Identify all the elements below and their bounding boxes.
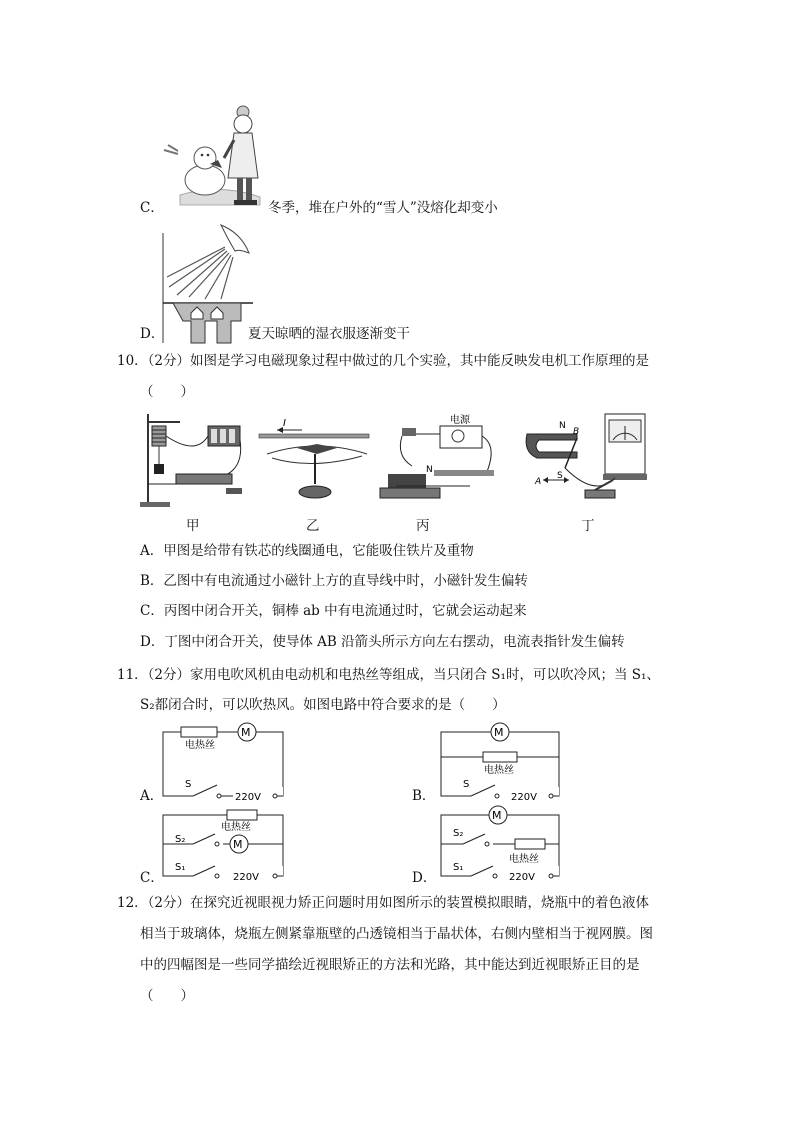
- fig-ding-pole-s: S: [557, 471, 563, 481]
- circuit-b-heater: 电热丝: [484, 765, 514, 776]
- circuit-a-heater: 电热丝: [185, 740, 215, 751]
- q10-option-c: C．丙图中闭合开关，铜棒 ab 中有电流通过时，它就会运动起来: [140, 603, 527, 619]
- circuit-d-voltage: 220V: [509, 872, 535, 883]
- circuit-b: [441, 721, 563, 801]
- fig-yi-oersted: [257, 414, 372, 504]
- circuit-c-heater: 电热丝: [221, 822, 251, 833]
- circuit-d-switch-s1: S₁: [453, 862, 464, 873]
- circuit-b-motor: M: [494, 726, 504, 739]
- snowman-figure: [160, 100, 270, 215]
- circuit-a: [163, 721, 288, 801]
- q12-stem-line4: （ ）: [140, 988, 194, 1004]
- circuit-c-switch-s1: S₁: [175, 862, 186, 873]
- fig-ding-point-b: B: [573, 427, 580, 437]
- circuit-b-switch: S: [463, 779, 470, 790]
- q10-option-a: A．甲图是给带有铁芯的线圈通电，它能吸住铁片及重物: [140, 543, 474, 559]
- fig-yi-current-label: I: [283, 418, 286, 429]
- fig-ding-point-a: A: [535, 477, 542, 487]
- circuit-c-switch-s2: S₂: [175, 834, 186, 845]
- fig-ding-generator-principle: [525, 410, 655, 508]
- q9-option-d-letter: D．: [140, 326, 165, 342]
- circuit-d-motor: M: [492, 809, 502, 822]
- q10-stem-line2: （ ）: [140, 384, 194, 400]
- circuit-a-switch: S: [185, 779, 192, 790]
- q11-option-c-letter: C．: [140, 870, 164, 886]
- q10-stem-line1: 10．（2分）如图是学习电磁现象过程中做过的几个实验，其中能反映发电机工作原理的是: [117, 353, 650, 369]
- circuit-c-voltage: 220V: [233, 872, 259, 883]
- circuit-a-voltage: 220V: [235, 792, 261, 803]
- fig-label-bing: 丙: [416, 518, 430, 534]
- drying-clothes-figure: [163, 225, 253, 343]
- q11-stem-line2: S₂都闭合时，可以吹热风。如图电路中符合要求的是（ ）: [140, 697, 506, 713]
- circuit-d: [441, 806, 563, 883]
- q10-option-b: B．乙图中有电流通过小磁针上方的直导线中时，小磁针发生偏转: [140, 573, 528, 589]
- fig-label-yi: 乙: [306, 518, 320, 534]
- circuit-c-motor: M: [233, 838, 243, 851]
- fig-label-jia: 甲: [186, 518, 200, 534]
- fig-ding-pole-n: N: [559, 421, 566, 431]
- q12-stem-line2: 相当于玻璃体，烧瓶左侧紧靠瓶壁的凸透镜相当于晶状体，右侧内壁相当于视网膜。图: [140, 926, 653, 942]
- q9-option-d-text: 夏天晾晒的湿衣服逐渐变干: [248, 326, 410, 342]
- q11-option-b-letter: B．: [412, 788, 436, 804]
- q9-option-c-text: 冬季，堆在户外的“雪人”没熔化却变小: [268, 200, 498, 216]
- fig-label-ding: 丁: [581, 518, 595, 534]
- q9-option-c-letter: C．: [140, 200, 164, 216]
- q12-stem-line3: 中的四幅图是一些同学描绘近视眼矫正的方法和光路，其中能达到近视眼矫正目的是: [140, 957, 640, 973]
- q10-option-d: D．丁图中闭合开关，使导体 AB 沿箭头所示方向左右摆动，电流表指针发生偏转: [140, 634, 625, 650]
- q11-option-d-letter: D．: [412, 870, 437, 886]
- q11-stem-line1: 11．（2分）家用电吹风机由电动机和电热丝等组成，当只闭合 S₁时，可以吹冷风；当 S₁、: [117, 667, 660, 683]
- circuit-a-motor: M: [241, 726, 251, 739]
- fig-bing-motor-principle: [380, 414, 505, 506]
- fig-bing-power-label: 电源: [450, 415, 470, 426]
- circuit-d-switch-s2: S₂: [453, 828, 464, 839]
- circuit-d-heater: 电热丝: [509, 854, 539, 865]
- q12-stem-line1: 12．（2分）在探究近视眼视力矫正问题时用如图所示的装置模拟眼睛，烧瓶中的着色液体: [117, 895, 650, 911]
- circuit-b-voltage: 220V: [511, 792, 537, 803]
- fig-bing-pole-label: N: [426, 465, 433, 475]
- fig-jia-electromagnet: [140, 414, 245, 509]
- circuit-c: [163, 808, 288, 883]
- q11-option-a-letter: A．: [140, 788, 164, 804]
